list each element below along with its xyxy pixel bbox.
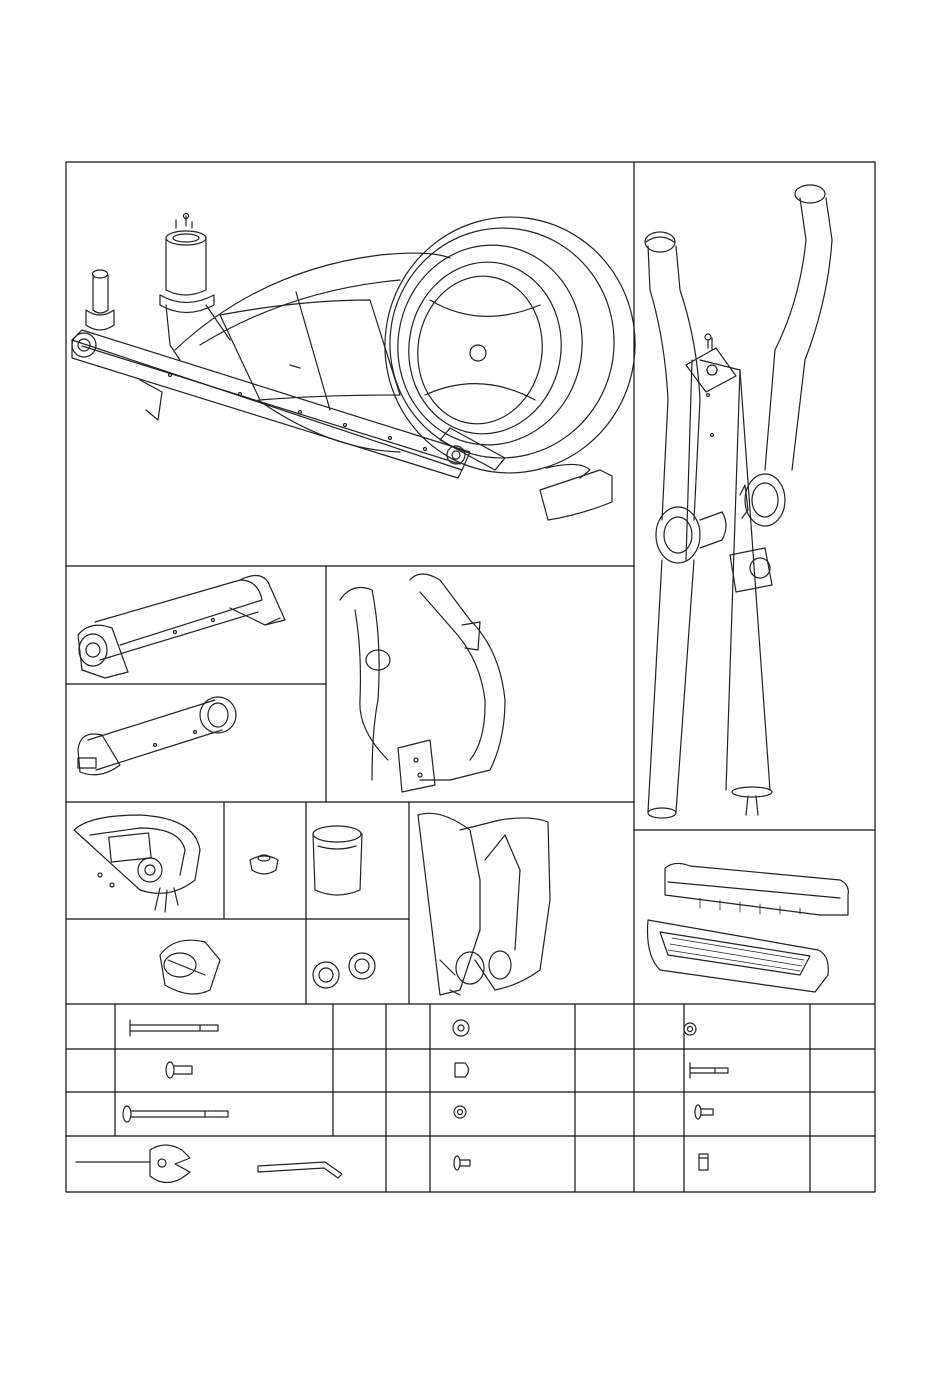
post-cover-sleeve xyxy=(313,826,362,895)
medium-bolt xyxy=(123,1106,228,1122)
bushing-caps xyxy=(313,953,375,988)
screw xyxy=(695,1105,713,1119)
page-title xyxy=(0,0,950,1)
upper-handlebars xyxy=(645,185,832,818)
flat-washer xyxy=(453,1020,469,1036)
console xyxy=(74,815,200,912)
cap-nut xyxy=(455,1063,469,1077)
rear-stabilizer xyxy=(78,697,236,775)
side-shroud xyxy=(418,813,550,995)
self-tapping-screw xyxy=(454,1156,470,1170)
nylon-nut xyxy=(699,1154,708,1170)
adjustment-knob xyxy=(250,855,278,874)
lower-handlebars xyxy=(340,574,505,792)
main-frame xyxy=(72,201,652,520)
short-bolt xyxy=(166,1062,192,1078)
parts-grid xyxy=(66,162,875,1192)
pedal-bracket-cover xyxy=(160,940,220,994)
spring-washer xyxy=(684,1023,696,1035)
small-bolt xyxy=(690,1063,728,1078)
pedals xyxy=(648,863,849,992)
multi-tool-wrench xyxy=(76,1145,190,1183)
small-washer xyxy=(454,1106,466,1118)
long-bolt xyxy=(130,1020,218,1036)
front-stabilizer xyxy=(78,575,285,678)
allen-key xyxy=(258,1162,342,1178)
